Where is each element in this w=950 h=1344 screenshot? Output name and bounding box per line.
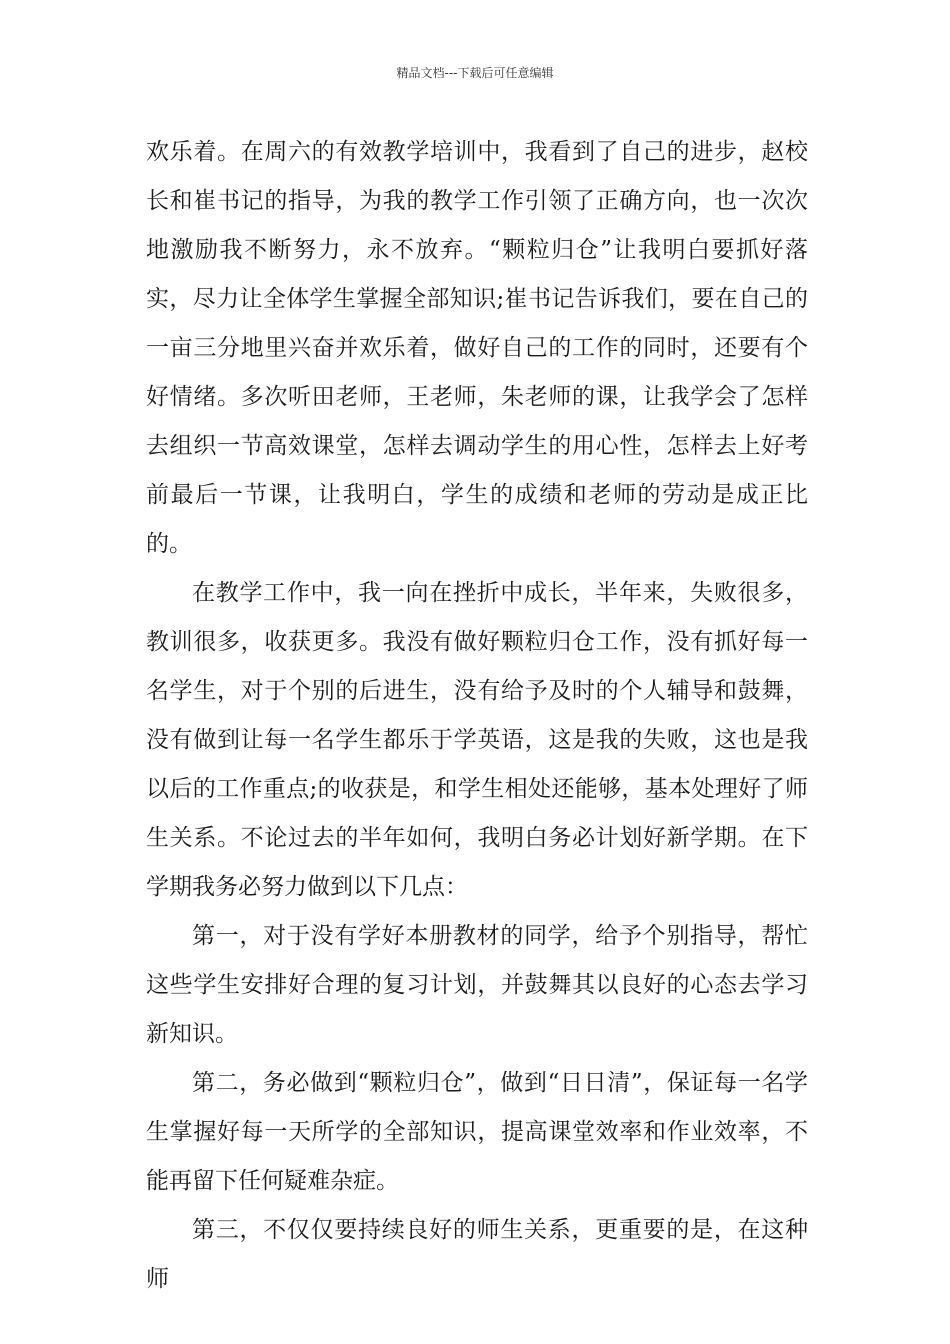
page-header: 精品文档---下载后可任意编辑 — [396, 66, 554, 80]
paragraph-3: 第一，对于没有学好本册教材的同学，给予个别指导，帮忙这些学生安排好合理的复习计划，并鼓舞其以良好的心态去学习新知识。 — [146, 923, 808, 1047]
paragraph-1: 欢乐着。在周六的有效教学培训中，我看到了自己的进步，赵校长和崔书记的指导，为我的教学工作引领了正确方向，也一次次地激励我不断努力，永不放弃。“颗粒归仓”让我明白要抓好落实，尽力让全体学生掌握全部知识;崔书记告诉我们，要在自己的一亩三分地里兴奋并欢乐着，做好自己的工作的同时，还要有个好情绪。多次听田老师，王老师，朱老师的课，让我学会了怎样去组织一节高效课堂，怎样去调动学生的用心性，怎样去上好考前最后一节课，让我明白，学生的成绩和老师的劳动是成正比的。 — [146, 139, 808, 557]
document-body — [146, 128, 808, 1304]
paragraph-4: 第二，务必做到“颗粒归仓”，做到“日日清”，保证每一名学生掌握好每一天所学的全部知识，提高课堂效率和作业效率，不能再留下任何疑难杂症。 — [146, 1070, 808, 1194]
paragraph-2: 在教学工作中，我一向在挫折中成长，半年来，失败很多，教训很多，收获更多。我没有做好颗粒归仓工作，没有抓好每一名学生，对于个别的后进生，没有给予及时的个人辅导和鼓舞，没有做到让每一名学生都乐于学英语，这是我的失败，这也是我以后的工作重点;的收获是，和学生相处还能够，基本处理好了师生关系。不论过去的半年如何，我明白务必计划好新学期。在下学期我务必努力做到以下几点： — [146, 580, 808, 900]
paragraph-5: 第三，不仅仅要持续良好的师生关系，更重要的是，在这种师 — [146, 1217, 808, 1292]
